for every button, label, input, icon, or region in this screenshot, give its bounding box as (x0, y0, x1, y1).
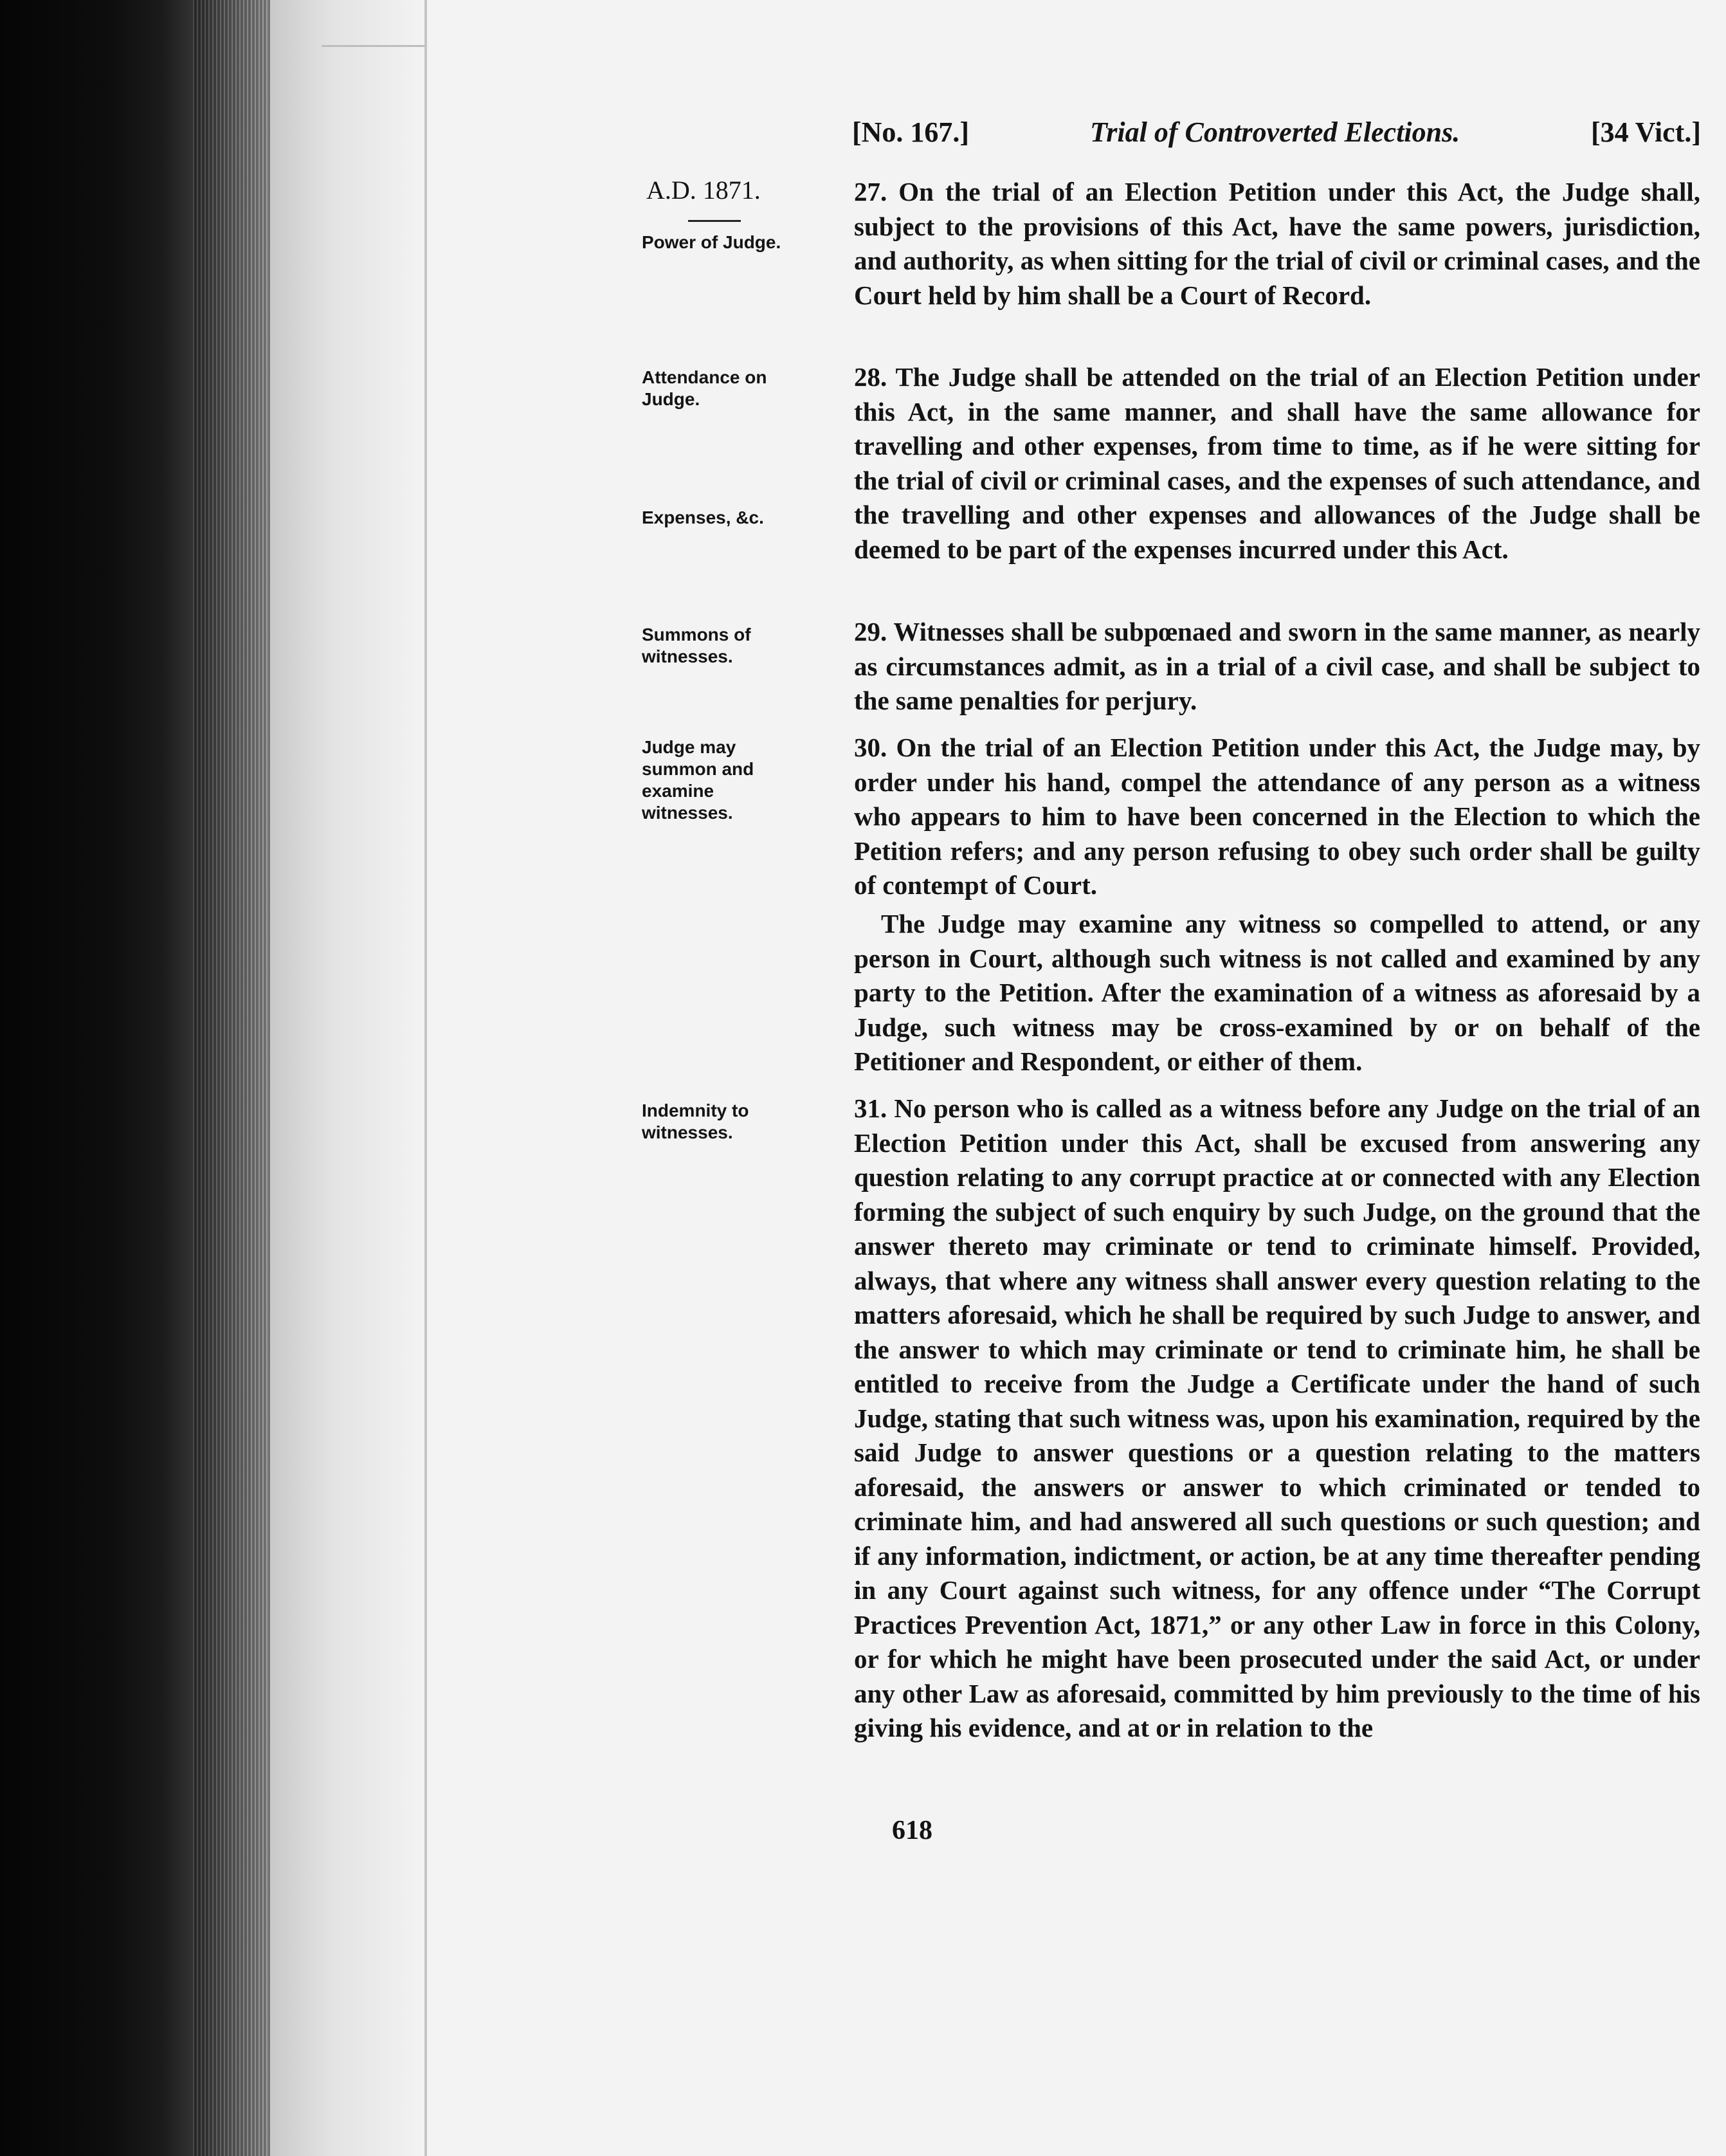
page-edges (193, 0, 283, 2156)
margin-note-attendance: Attendance on Judge. (642, 367, 767, 409)
act-title: Trial of Controverted Elections. (1090, 116, 1460, 148)
section-30-continued: The Judge may examine any witness so compelled to attend, or any person in Court, although such witness is not called and examined by any party to the Petition. After the examination of a witness as aforesaid by a Judge, such witness may be cross-examined by or on behalf of the Petitioner and Respondent, or either of them. (854, 909, 1700, 1076)
page-number: 618 (892, 1816, 932, 1845)
regnal-year: [34 Vict.] (1590, 116, 1701, 148)
margin-note-power-of-judge: Power of Judge. (642, 232, 781, 252)
margin-year: A.D. 1871. (646, 176, 761, 205)
section-31: 31. No person who is called as a witness before any Judge on the trial of an Election Petition under this Act, shall be excused from answering any question relating to any corrupt practice at or connected with any Election forming the subject of such enquiry by such Judge, on the ground that the answer thereto may criminate or tend to criminate himself. Provided, always, that where any witness shall answer every question relating to the matters aforesaid, which he shall be required by such Judge to answer, and the answer to which may criminate or tend to criminate him, he shall be entitled to receive from the Judge a Certificate under the hand of such Judge, stating that such witness was, upon his examination, required by the said Judge to answer questions or a question relating to the matters aforesaid, the answers or answer to which criminated or tended to criminate him, and had answered all such questions or such question; and if any information, indictment, or action, be at any time thereafter pending in any Court against such witness, for any offence under “The Corrupt Practices Prevention Act, 1871,” or any other Law in force in this Colony, or for which he might have been prosecuted under the said Act, or under any other Law as aforesaid, committed by him previously to the time of his giving his evidence, and at or in relation to the (854, 1093, 1700, 1742)
year-rule (688, 220, 741, 222)
running-header (852, 116, 1701, 167)
margin-note-summons: Summons of witnesses. (642, 625, 751, 666)
underlying-leaf (322, 45, 426, 1989)
section-29: 29. Witnesses shall be subpœnaed and sworn in the same manner, as nearly as circumstances admit, as in a trial of a civil case, and shall be subject to the same penalties for perjury. (854, 617, 1700, 715)
margin-note-expenses: Expenses, &c. (642, 507, 764, 527)
section-27: 27. On the trial of an Election Petition under this Act, the Judge shall, subject to the provisions of this Act, have the same powers, jurisdiction, and authority, as when sitting for the trial of civil or criminal cases, and the Court held by him shall be a Court of Record. (854, 177, 1700, 310)
act-number: [No. 167.] (852, 116, 970, 148)
section-30: 30. On the trial of an Election Petition under this Act, the Judge may, by order under his hand, compel the attendance of any person as a witness who appears to him to have been concerned in the Election to which the Petition refers; and any person refusing to obey such order shall be guilty of contempt of Court. (854, 733, 1700, 900)
margin-note-judge-may-summon: Judge may summon and examine witnesses. (642, 737, 754, 823)
leaf-edge (424, 0, 427, 2156)
margin-note-indemnity: Indemnity to witnesses. (642, 1101, 749, 1142)
section-28: 28. The Judge shall be attended on the trial of an Election Petition under this Act, in the same manner, and shall have the same allowance for travelling and other expenses, from time to time, as if he were sitting for the trial of civil or criminal cases, and the expenses of such attendance, and the travelling and other expenses and allowances of the Judge shall be deemed to be part of the expenses incurred under this Act. (854, 362, 1700, 564)
